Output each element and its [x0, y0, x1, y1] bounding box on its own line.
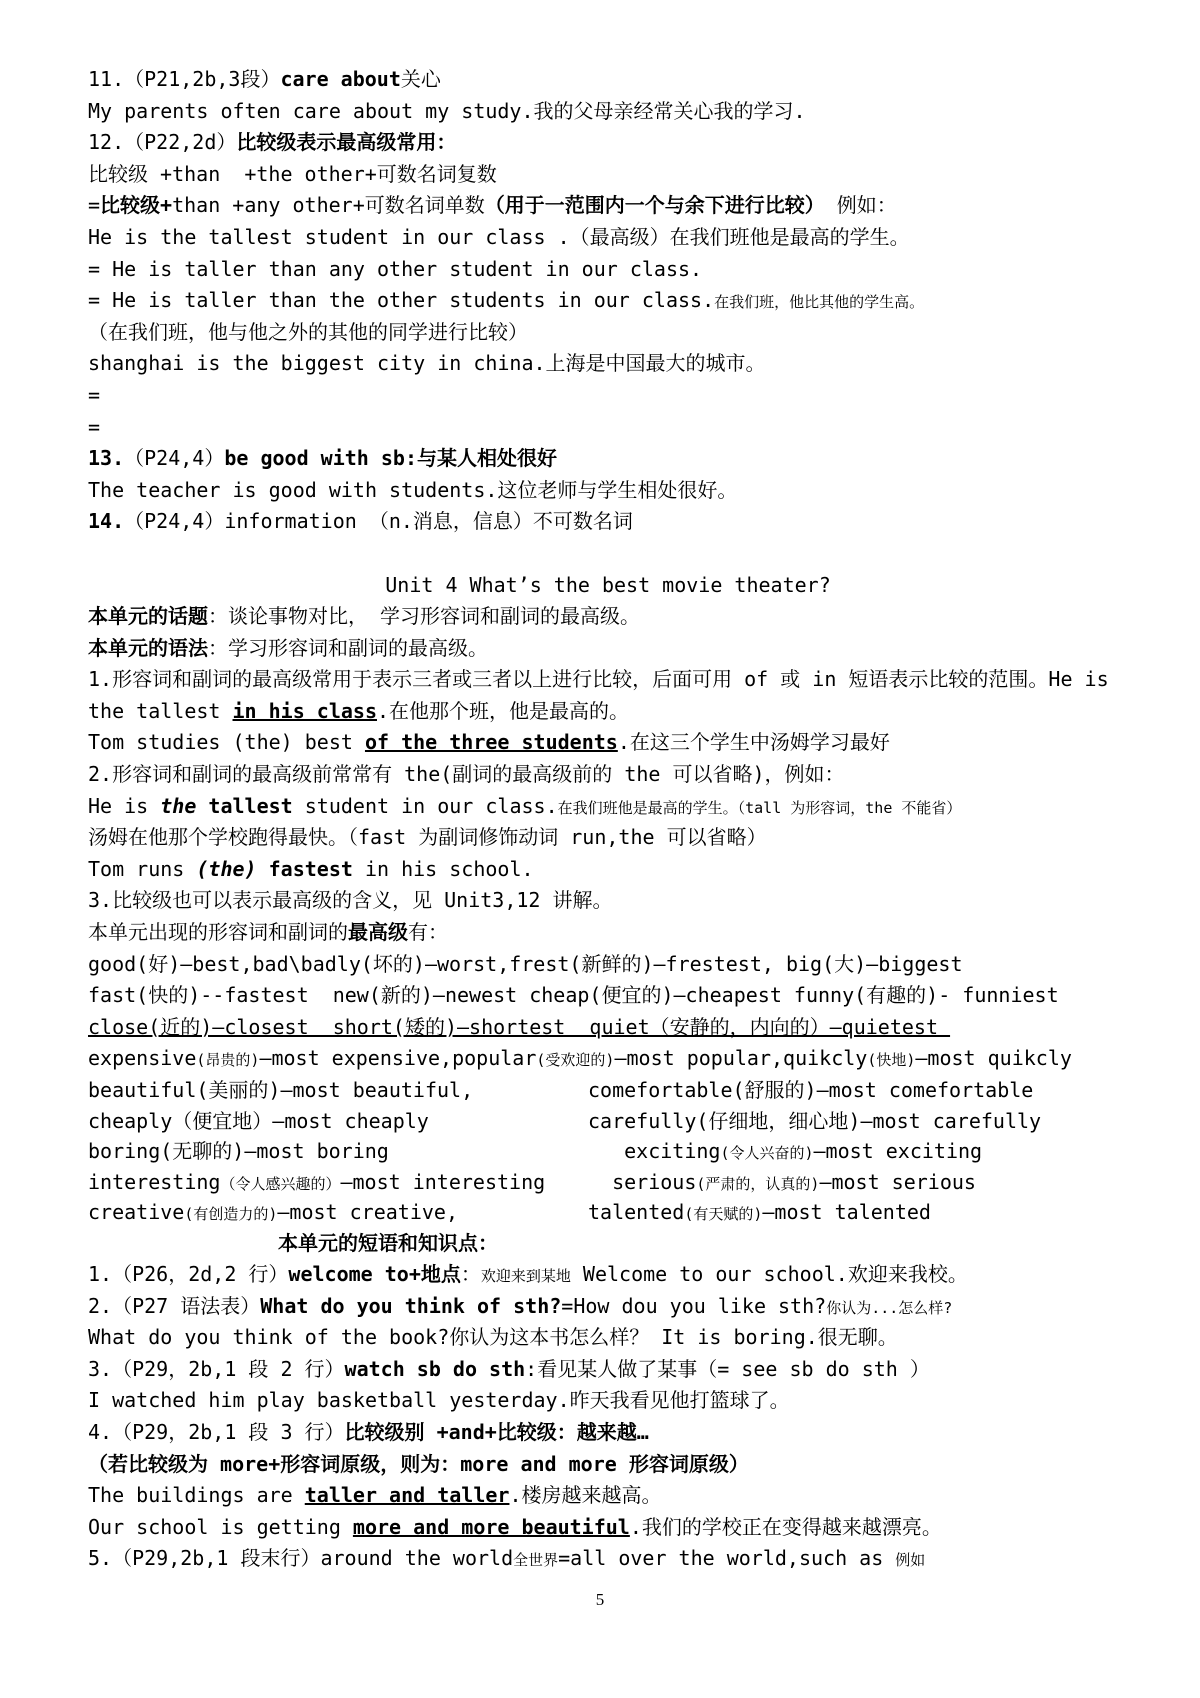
word-entry: talented(有天赋的)—most talented [588, 1200, 931, 1224]
example-line: Tom studies (the) best of the three students.在这三个学生中汤姆学习最好 [88, 730, 890, 755]
phrases-heading: 本单元的短语和知识点： [278, 1230, 498, 1255]
phrase-3: 3.（P29，2b,1 段 2 行）watch sb do sth:看见某人做了某事（= see sb do sth ） [88, 1356, 930, 1381]
word-entry: carefully(仔细地，细心地)—most carefully [588, 1108, 1042, 1133]
example-line: = He is taller than the other students in our class.在我们班，他比其他的学生高。 [88, 288, 925, 313]
example-line: My parents often care about my study.我的父母亲经常关心我的学习. [88, 98, 806, 123]
word-list-heading: 本单元出现的形容词和副词的最高级有： [88, 920, 448, 945]
grammar-point-2: 2.形容词和副词的最高级前常常有 the(副词的最高级前的 the 可以省略)，例如： [88, 762, 845, 787]
document-body [88, 64, 1128, 1575]
word-list-line: expensive(昂贵的)—most expensive,popular(受欢迎的)—most popular,quikcly(快地)—most quikcly [88, 1046, 1072, 1071]
example-line: What do you think of the book?你认为这本书怎么样？ It is boring.很无聊。 [88, 1325, 898, 1350]
word-entry: serious(严肃的，认真的)—most serious [588, 1169, 976, 1194]
explanation-line: （在我们班，他与他之外的其他的同学进行比较） [88, 319, 528, 344]
word-entry: exciting(令人兴奋的)—most exciting [588, 1139, 983, 1163]
rule-line: =比较级+than +any other+可数名词单数（用于一范围内一个与余下进行比较） 例如： [88, 193, 897, 218]
word-list-line: close(近的)—closest short(矮的)—shortest quiet（安静的，内向的）—quietest [88, 1014, 951, 1039]
example-line: 汤姆在他那个学校跑得最快。（fast 为副词修饰动词 run,the 可以省略） [88, 825, 767, 850]
example-line: The buildings are taller and taller.楼房越来越高。 [88, 1483, 662, 1508]
unit-title: Unit 4 What’s the best movie theater? [385, 572, 831, 597]
page-number: 5 [595, 1590, 605, 1609]
example-line: I watched him play basketball yesterday.昨天我看见他打篮球了。 [88, 1388, 790, 1413]
example-line: = He is taller than any other student in our class. [88, 256, 703, 281]
note-11: 11.（P21,2b,3段）care about关心 [88, 67, 441, 91]
rule-line: 比较级 +than +the other+可数名词复数 [88, 161, 497, 186]
word-list-columns [88, 1075, 1128, 1228]
word-entry: interesting（令人感兴趣的）—most interesting [88, 1169, 546, 1194]
unit-topic: 本单元的话题：谈论事物对比， 学习形容词和副词的最高级。 [88, 604, 641, 629]
grammar-point-1: 1.形容词和副词的最高级常用于表示三者或三者以上进行比较，后面可用 of 或 in 短语表示比较的范围。He is the tallest in his class.在他那个班，他是最高的。 [88, 667, 1109, 723]
note-14: 14.（P24,4）information （n.消息，信息）不可数名词 [88, 509, 633, 534]
blank-equal-line: = [88, 382, 101, 407]
word-entry: boring(无聊的)—most boring [88, 1139, 389, 1163]
note-13: 13.（P24,4）be good with sb:与某人相处很好 [88, 446, 557, 471]
phrase-4: 4.（P29，2b,1 段 3 行）比较级别 +and+比较级：越来越… [88, 1420, 649, 1445]
phrase-4-note: （若比较级为 more+形容词原级，则为：more and more 形容词原级） [88, 1451, 749, 1476]
word-entry: creative(有创造力的)—most creative, [88, 1200, 459, 1224]
word-list-line: fast(快的)--fastest new(新的)—newest cheap(便宜的)—cheapest funny(有趣的)- funniest [88, 983, 1059, 1008]
phrase-2: 2.（P27 语法表）What do you think of sth?=How dou you like sth?你认为...怎么样? [88, 1293, 953, 1318]
unit-grammar: 本单元的语法：学习形容词和副词的最高级。 [88, 635, 488, 660]
example-line: The teacher is good with students.这位老师与学生相处很好。 [88, 477, 738, 502]
spacer [88, 538, 1128, 570]
grammar-point-3: 3.比较级也可以表示最高级的含义，见 Unit3,12 讲解。 [88, 888, 613, 913]
example-line: He is the tallest student in our class.在我们班他是最高的学生。（tall 为形容词，the 不能省） [88, 793, 962, 818]
word-entry: comefortable(舒服的)—most comefortable [588, 1078, 1034, 1102]
phrase-1: 1.（P26，2d,2 行）welcome to+地点：欢迎来到某地 Welcome to our school.欢迎来我校。 [88, 1262, 968, 1287]
example-line: shanghai is the biggest city in china.上海是中国最大的城市。 [88, 351, 766, 376]
example-line: Tom runs (the) fastest in his school. [88, 856, 534, 881]
word-entry: cheaply（便宜地）—most cheaply [88, 1108, 429, 1133]
note-12: 12.（P22,2d）比较级表示最高级常用： [88, 130, 457, 155]
word-list-line: good(好)—best,bad\badly(坏的)—worst,frest(新鲜的)—frestest, big(大)—biggest [88, 951, 963, 976]
phrase-5: 5.（P29,2b,1 段末行）around the world全世界=all over the world,such as 例如 [88, 1546, 926, 1571]
word-entry: beautiful(美丽的)—most beautiful, [88, 1078, 474, 1102]
blank-equal-line: = [88, 414, 101, 439]
example-line: He is the tallest student in our class .（最高级）在我们班他是最高的学生。 [88, 224, 910, 249]
example-line: Our school is getting more and more beautiful.我们的学校正在变得越来越漂亮。 [88, 1514, 942, 1539]
